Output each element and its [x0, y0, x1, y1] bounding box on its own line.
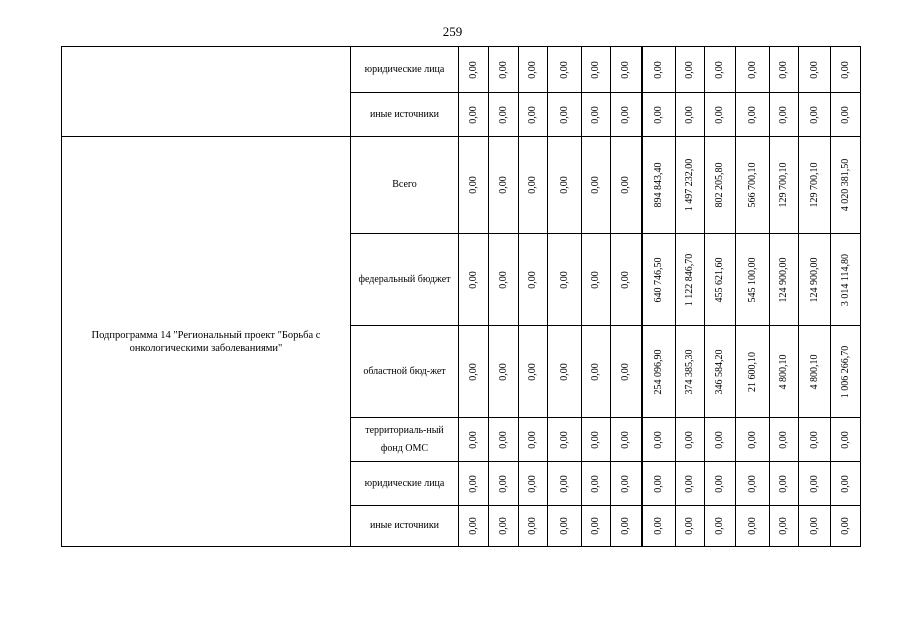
value-text: 0,00: [619, 60, 631, 79]
value-text: 0,00: [497, 60, 509, 79]
value-cell: [459, 137, 489, 234]
value-cell: [831, 418, 861, 462]
value-text: 3 014 114,80: [839, 253, 851, 306]
value-text: 0,00: [778, 105, 789, 124]
value-text: 0,00: [714, 517, 725, 535]
value-cell: [770, 137, 799, 234]
value-text: 0,00: [839, 474, 851, 493]
value-cell: [611, 418, 642, 462]
funding-source: областной бюд-жет: [351, 326, 459, 418]
funding-source: иные источники: [351, 93, 459, 137]
value-cell: [611, 234, 642, 326]
value-cell: [582, 234, 611, 326]
value-cell: [705, 462, 736, 506]
value-text: 0,00: [839, 105, 851, 124]
value-cell: [548, 137, 582, 234]
value-text: 0,00: [652, 60, 664, 79]
value-cell: [582, 326, 611, 418]
table-row: [62, 47, 861, 93]
value-text: 894 843,40: [652, 162, 664, 208]
value-text: 346 584,20: [714, 349, 725, 394]
funding-source: юридические лица: [351, 47, 459, 93]
value-text: 4 800,10: [778, 354, 789, 389]
value-cell: [642, 47, 676, 93]
value-cell: [705, 234, 736, 326]
value-cell: [799, 47, 831, 93]
value-cell: [642, 234, 676, 326]
value-cell: [548, 462, 582, 506]
value-text: 0,00: [590, 270, 601, 289]
value-text: 0,00: [467, 362, 479, 381]
value-cell: [519, 506, 548, 547]
value-cell: [489, 462, 519, 506]
value-text: 0,00: [714, 60, 725, 79]
funding-source: федеральный бюджет: [351, 234, 459, 326]
value-cell: [611, 47, 642, 93]
value-text: 0,00: [839, 60, 851, 79]
value-text: 0,00: [778, 60, 789, 79]
value-text: 0,00: [590, 105, 601, 124]
value-text: 0,00: [467, 176, 479, 194]
value-cell: [799, 418, 831, 462]
value-text: 0,00: [590, 60, 601, 79]
value-text: 0,00: [467, 105, 479, 124]
value-text: 124 900,00: [778, 257, 789, 302]
value-cell: [548, 418, 582, 462]
value-cell: [736, 418, 770, 462]
value-text: 0,00: [808, 60, 820, 79]
value-text: 0,00: [746, 60, 758, 79]
value-cell: [705, 137, 736, 234]
value-text: 1 122 846,70: [684, 253, 695, 306]
value-cell: [676, 418, 705, 462]
value-text: 455 621,60: [714, 257, 725, 302]
value-cell: [519, 47, 548, 93]
value-text: 0,00: [808, 105, 820, 124]
page-number: 259: [442, 24, 463, 39]
value-text: 0,00: [497, 362, 509, 381]
value-cell: [676, 137, 705, 234]
value-cell: [642, 506, 676, 547]
value-cell: [548, 47, 582, 93]
value-cell: [831, 93, 861, 137]
value-cell: [831, 47, 861, 93]
value-cell: [642, 462, 676, 506]
value-text: 0,00: [467, 517, 479, 535]
value-cell: [770, 234, 799, 326]
value-text: 0,00: [497, 176, 509, 194]
value-cell: [705, 93, 736, 137]
value-cell: [676, 234, 705, 326]
value-text: 0,00: [527, 270, 538, 289]
value-cell: [676, 462, 705, 506]
value-text: 0,00: [839, 430, 851, 449]
value-text: 4 800,10: [808, 354, 820, 389]
funding-source: иные источники: [351, 506, 459, 547]
value-cell: [611, 93, 642, 137]
value-cell: [770, 506, 799, 547]
value-cell: [459, 418, 489, 462]
value-cell: [736, 137, 770, 234]
value-cell: [459, 326, 489, 418]
value-text: 0,00: [527, 474, 538, 493]
value-cell: [489, 326, 519, 418]
value-text: 0,00: [590, 474, 601, 493]
value-text: 0,00: [684, 60, 695, 79]
value-cell: [611, 506, 642, 547]
value-cell: [489, 137, 519, 234]
value-cell: [736, 93, 770, 137]
value-cell: [705, 47, 736, 93]
value-cell: [831, 137, 861, 234]
value-cell: [611, 326, 642, 418]
value-text: 0,00: [590, 176, 601, 194]
value-text: 0,00: [558, 176, 570, 194]
value-text: 802 205,80: [714, 162, 725, 208]
value-text: 0,00: [808, 474, 820, 493]
value-text: 0,00: [839, 517, 851, 535]
value-cell: [519, 462, 548, 506]
value-cell: [582, 506, 611, 547]
budget-table: [61, 46, 861, 547]
value-text: 0,00: [467, 474, 479, 493]
value-text: 0,00: [652, 105, 664, 124]
value-text: 0,00: [558, 517, 570, 535]
value-cell: [582, 47, 611, 93]
value-cell: [799, 137, 831, 234]
value-cell: [736, 506, 770, 547]
value-text: 0,00: [558, 362, 570, 381]
value-cell: [676, 47, 705, 93]
value-cell: [459, 462, 489, 506]
value-cell: [548, 93, 582, 137]
value-text: 0,00: [778, 517, 789, 535]
value-cell: [705, 506, 736, 547]
value-text: 0,00: [684, 474, 695, 493]
value-cell: [582, 93, 611, 137]
value-text: 0,00: [714, 430, 725, 449]
program-name-cell: [62, 47, 351, 137]
value-text: 545 100,00: [746, 257, 758, 302]
value-text: 0,00: [619, 362, 631, 381]
value-cell: [770, 326, 799, 418]
value-cell: [519, 326, 548, 418]
value-cell: [770, 418, 799, 462]
value-cell: [736, 234, 770, 326]
funding-source: юридические лица: [351, 462, 459, 506]
value-cell: [489, 418, 519, 462]
value-text: 0,00: [590, 430, 601, 449]
value-cell: [459, 234, 489, 326]
value-text: 0,00: [746, 474, 758, 493]
program-name-cell: [62, 137, 351, 547]
value-cell: [489, 93, 519, 137]
value-text: 129 700,10: [778, 162, 789, 208]
value-cell: [642, 93, 676, 137]
value-text: 0,00: [467, 60, 479, 79]
value-text: 0,00: [746, 517, 758, 535]
value-cell: [459, 47, 489, 93]
value-text: 0,00: [778, 474, 789, 493]
value-text: 0,00: [558, 60, 570, 79]
value-cell: [548, 326, 582, 418]
value-cell: [519, 418, 548, 462]
value-text: 129 700,10: [808, 162, 820, 208]
value-text: 0,00: [808, 517, 820, 535]
value-cell: [705, 418, 736, 462]
value-text: 0,00: [714, 474, 725, 493]
value-text: 374 385,30: [684, 349, 695, 394]
value-text: 0,00: [558, 474, 570, 493]
value-text: 0,00: [527, 60, 538, 79]
value-text: 0,00: [497, 105, 509, 124]
value-text: 254 096,90: [652, 349, 664, 394]
value-text: 0,00: [619, 105, 631, 124]
value-cell: [548, 506, 582, 547]
value-text: 0,00: [558, 270, 570, 289]
value-cell: [582, 418, 611, 462]
value-cell: [705, 326, 736, 418]
value-text: 0,00: [746, 430, 758, 449]
value-cell: [489, 506, 519, 547]
value-cell: [489, 234, 519, 326]
value-text: 0,00: [467, 270, 479, 289]
value-cell: [582, 137, 611, 234]
value-cell: [548, 234, 582, 326]
value-text: 0,00: [527, 176, 538, 194]
value-cell: [519, 93, 548, 137]
value-text: 0,00: [714, 105, 725, 124]
value-text: 0,00: [619, 474, 631, 493]
value-text: 0,00: [684, 517, 695, 535]
value-text: 0,00: [808, 430, 820, 449]
value-text: 0,00: [652, 474, 664, 493]
value-cell: [611, 137, 642, 234]
value-text: 0,00: [619, 430, 631, 449]
value-text: 0,00: [746, 105, 758, 124]
value-text: 0,00: [652, 430, 664, 449]
value-cell: [642, 326, 676, 418]
program-name: Подпрограмма 14 "Региональный проект "Борьба с онкологическими заболеваниями": [91, 329, 321, 354]
value-text: 0,00: [497, 474, 509, 493]
value-text: 0,00: [527, 362, 538, 381]
value-text: 0,00: [778, 430, 789, 449]
value-cell: [489, 47, 519, 93]
value-cell: [676, 93, 705, 137]
value-cell: [736, 47, 770, 93]
value-text: 566 700,10: [746, 162, 758, 208]
value-cell: [459, 93, 489, 137]
funding-source: Всего: [351, 137, 459, 234]
value-cell: [519, 234, 548, 326]
value-text: 124 900,00: [808, 257, 820, 302]
value-cell: [799, 326, 831, 418]
value-cell: [642, 137, 676, 234]
table-row: [62, 137, 861, 234]
value-text: 0,00: [467, 430, 479, 449]
value-cell: [676, 506, 705, 547]
value-text: 0,00: [684, 430, 695, 449]
value-text: 640 746,50: [652, 257, 664, 302]
value-text: 0,00: [619, 517, 631, 535]
value-text: 0,00: [527, 105, 538, 124]
value-cell: [459, 506, 489, 547]
value-cell: [770, 47, 799, 93]
value-cell: [831, 234, 861, 326]
value-text: 0,00: [497, 270, 509, 289]
value-text: 0,00: [497, 517, 509, 535]
value-text: 0,00: [684, 105, 695, 124]
value-text: 1 497 232,00: [684, 158, 695, 212]
value-text: 0,00: [558, 105, 570, 124]
value-text: 21 600,10: [746, 351, 758, 392]
value-text: 0,00: [527, 517, 538, 535]
value-text: 0,00: [652, 517, 664, 535]
value-cell: [831, 506, 861, 547]
value-cell: [582, 462, 611, 506]
value-text: 0,00: [497, 430, 509, 449]
value-cell: [799, 506, 831, 547]
value-cell: [770, 462, 799, 506]
value-cell: [736, 462, 770, 506]
value-cell: [770, 93, 799, 137]
value-cell: [799, 93, 831, 137]
value-cell: [611, 462, 642, 506]
value-text: 4 020 381,50: [839, 158, 851, 212]
value-cell: [642, 418, 676, 462]
value-cell: [799, 234, 831, 326]
value-text: 0,00: [619, 270, 631, 289]
value-cell: [676, 326, 705, 418]
value-text: 0,00: [619, 176, 631, 194]
value-cell: [831, 326, 861, 418]
value-text: 0,00: [590, 517, 601, 535]
value-text: 0,00: [590, 362, 601, 381]
value-text: 0,00: [527, 430, 538, 449]
funding-source: территориаль-ный фонд ОМС: [351, 418, 459, 462]
value-cell: [736, 326, 770, 418]
value-text: 0,00: [558, 430, 570, 449]
value-cell: [831, 462, 861, 506]
value-cell: [799, 462, 831, 506]
value-text: 1 006 266,70: [839, 345, 851, 398]
value-cell: [519, 137, 548, 234]
